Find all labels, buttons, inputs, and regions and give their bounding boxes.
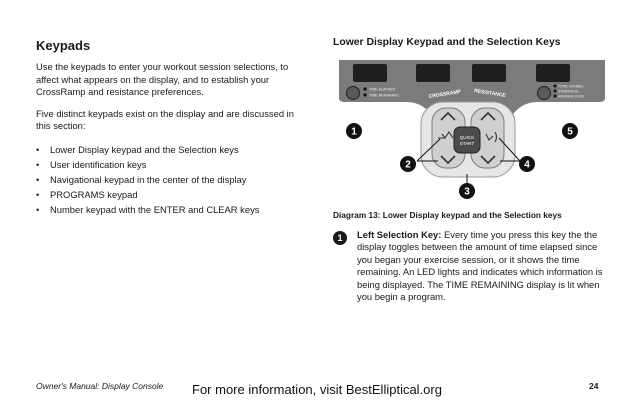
display-window [472, 64, 506, 82]
item-body [357, 229, 603, 303]
left-selection-key [347, 87, 360, 100]
quick-start-button [454, 127, 480, 153]
footer-manual-title: Owner's Manual: Display Console [36, 381, 164, 391]
footer-promo: For more information, visit BestElliptical.org [192, 382, 442, 397]
led-indicator [363, 93, 366, 96]
callout-number: 1 [351, 126, 357, 138]
callout-number: 3 [464, 186, 470, 198]
led-label: STRIDES/min [558, 89, 579, 94]
led-indicator [363, 87, 366, 90]
display-window [536, 64, 570, 82]
diagram-caption: Diagram 13: Lower Display keypad and the Selection keys [333, 210, 562, 220]
quick-start-label: QUICK [459, 135, 475, 140]
led-label: TIME ELAPSED [369, 87, 396, 92]
callout-number: 2 [405, 159, 411, 171]
left-column [36, 38, 308, 217]
list-item: • Lower Display keypad and the Selection keys [36, 142, 308, 157]
keypads-paragraph: Five distinct keypads exist on the display and are discussed in this section: [36, 107, 294, 132]
led-indicator [554, 85, 557, 88]
display-window [353, 64, 387, 82]
crossramp-label: CROSSRAMP [428, 88, 462, 100]
callout-number: 5 [567, 126, 573, 138]
led-label: TIME REMAINING [369, 93, 399, 98]
list-item: • Navigational keypad in the center of the display [36, 172, 308, 187]
led-indicator [554, 95, 557, 98]
list-item: • Number keypad with the ENTER and CLEAR keys [36, 202, 308, 217]
item-text: Every time you press this key the the display toggles between the amount of time elapsed since you began your exercise session, or it shows the time remaining. An LED lights and indicates which information is being displayed. The TIME REMAINING display is lit when you begin a program. [357, 229, 603, 303]
item-number: 1 [333, 231, 347, 245]
section-title: Lower Display Keypad and the Selection Keys [333, 37, 561, 48]
led-label: TOTAL STRIDES [558, 84, 584, 89]
callout-number: 4 [524, 159, 530, 171]
page-number: 24 [589, 381, 599, 391]
led-indicator [554, 90, 557, 93]
resistance-label: RESISTANCE [473, 88, 507, 99]
keypad-list [36, 142, 308, 217]
right-selection-key [538, 87, 551, 100]
item-left-selection-key [333, 229, 603, 303]
page-title: Keypads [36, 38, 91, 53]
list-item: • PROGRAMS keypad [36, 187, 308, 202]
keypad-illustration [337, 58, 607, 208]
display-window [416, 64, 450, 82]
list-item: • User identification keys [36, 157, 308, 172]
led-label: AVERAGE LEVEL [558, 94, 585, 99]
quick-start-label: START [459, 141, 475, 146]
lower-display-diagram [337, 58, 607, 208]
intro-paragraph: Use the keypads to enter your workout session selections, to affect what appears on the display, and to establish your CrossRamp and resistance preferences. [36, 61, 289, 98]
item-label: Left Selection Key: [357, 229, 442, 240]
